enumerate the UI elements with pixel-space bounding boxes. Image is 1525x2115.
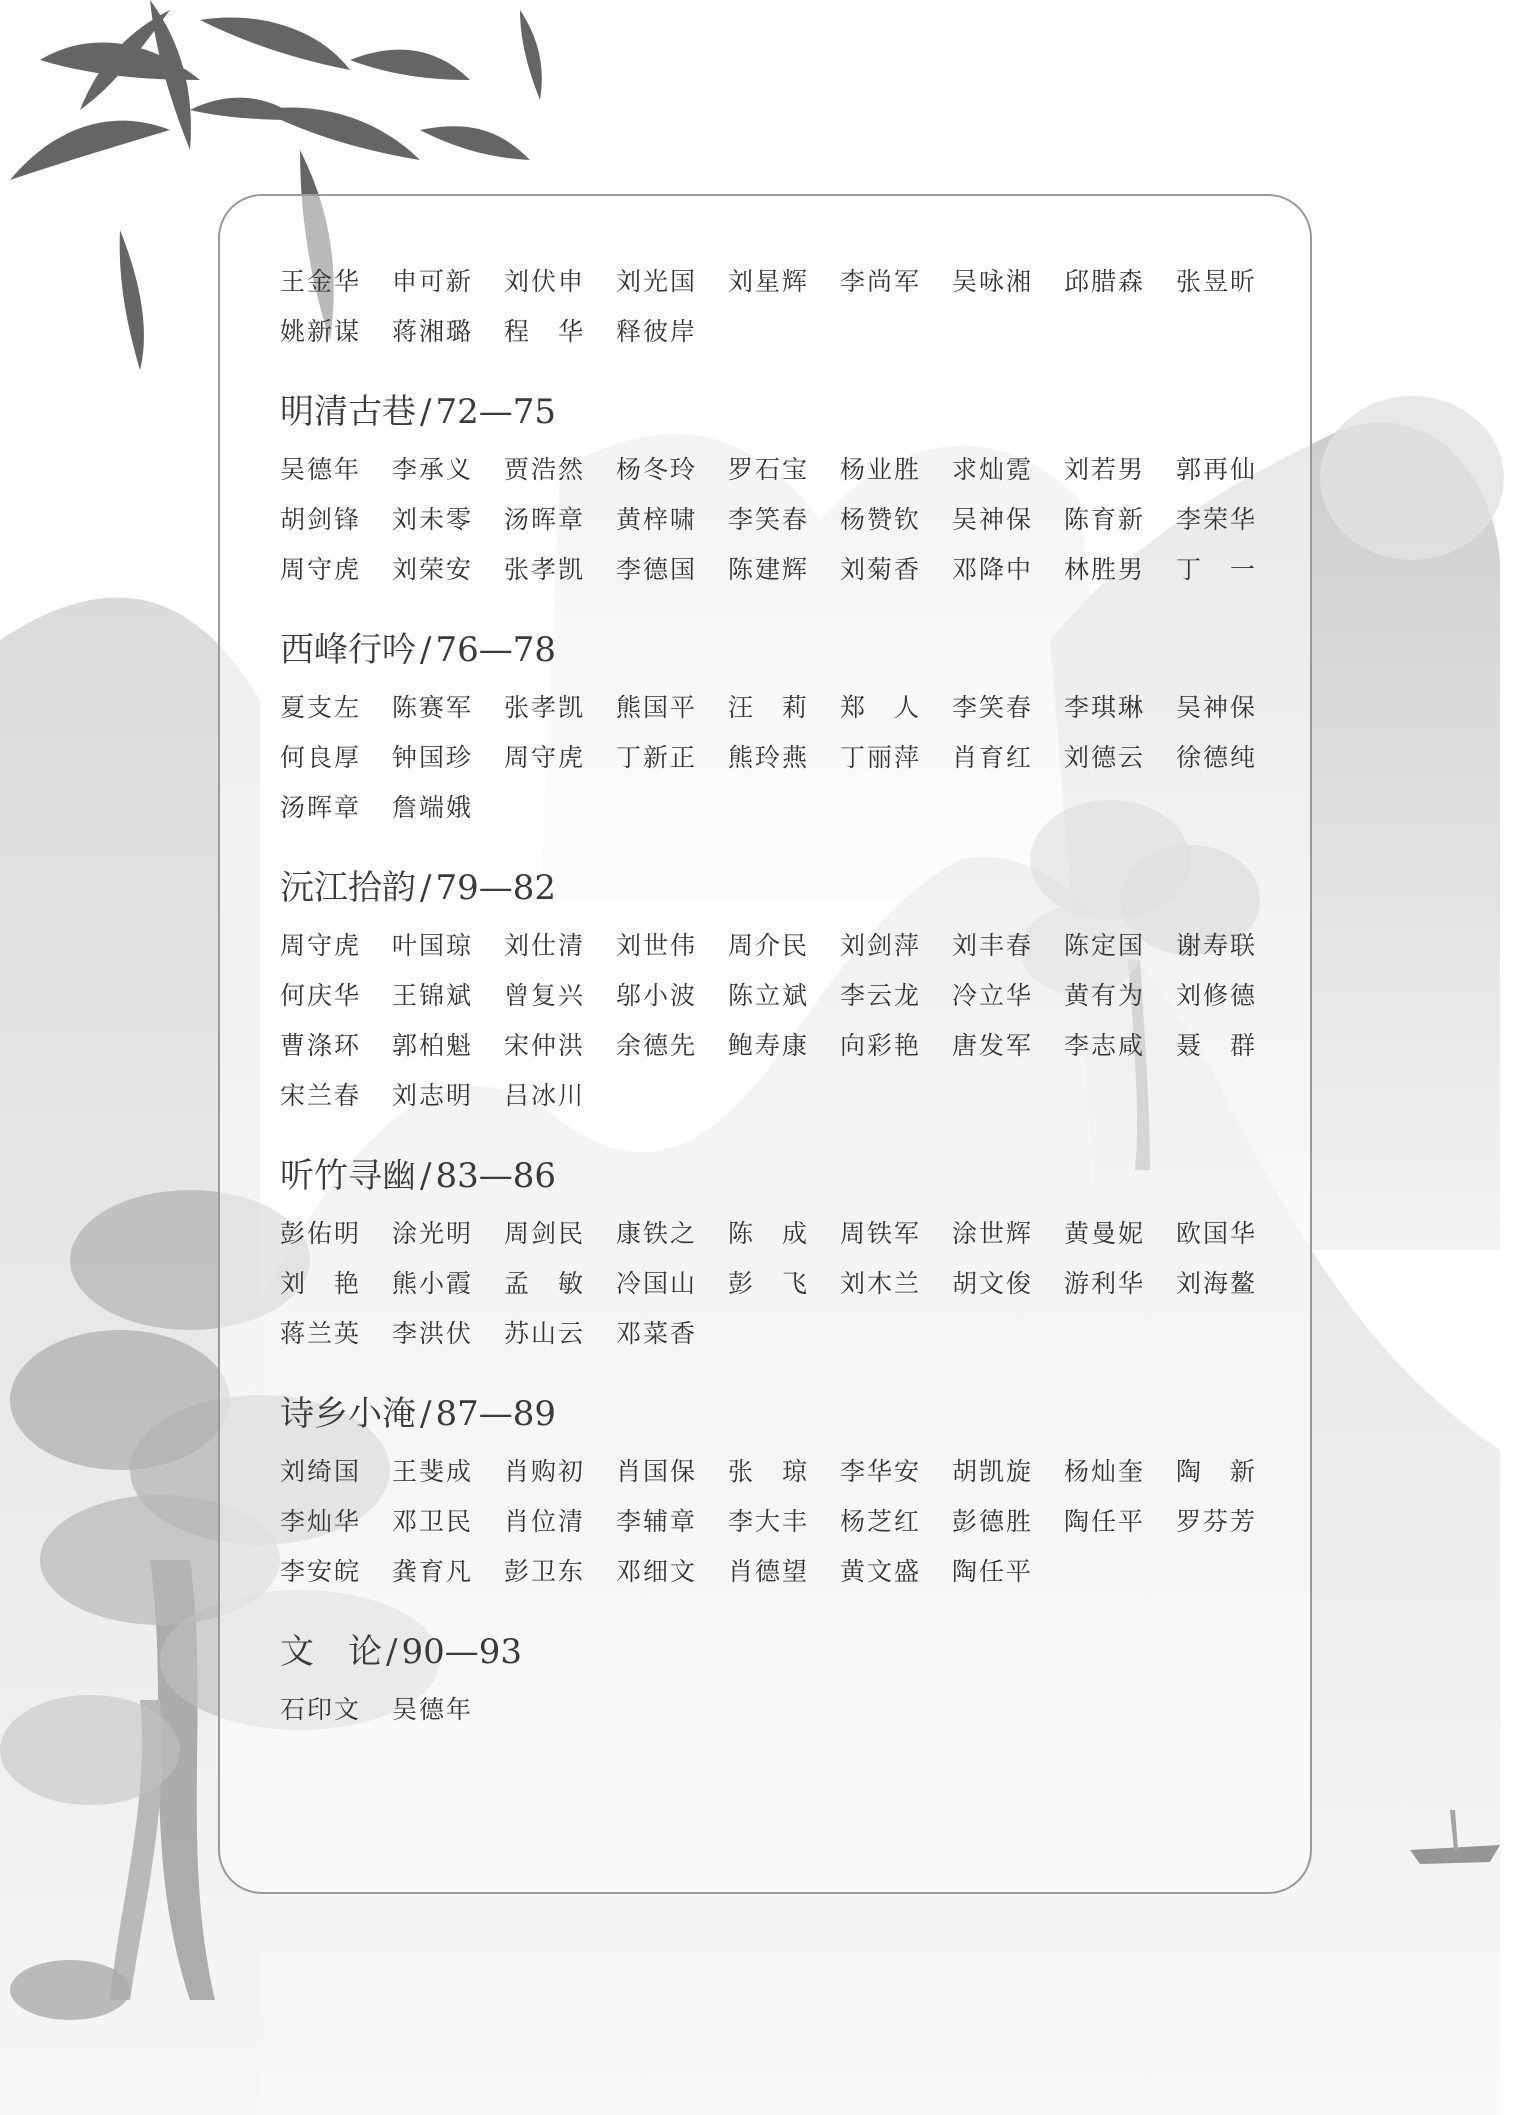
- page-range: 87—89: [435, 1394, 556, 1434]
- section-title: [280, 1632, 1270, 1672]
- author-name: 黄曼妮: [1064, 1219, 1146, 1248]
- author-name: 刘伏申: [504, 267, 586, 296]
- sections: [280, 392, 1270, 1724]
- author-name: 周守虎: [280, 555, 362, 584]
- author-name: 吕冰川: [504, 1081, 586, 1110]
- author-name: 陈定国: [1064, 931, 1146, 960]
- author-name: 杨芝红: [840, 1507, 922, 1536]
- section-name: 听竹寻幽: [280, 1156, 416, 1196]
- author-name: 罗石宝: [728, 455, 810, 484]
- author-name: 张孝凯: [504, 693, 586, 722]
- author-name: 刘荣安: [392, 555, 474, 584]
- author-name: 陈立斌: [728, 981, 810, 1010]
- author-name: 徐德纯: [1176, 743, 1258, 772]
- author-name: 刘海鳌: [1176, 1269, 1258, 1298]
- author-name: 李承义: [392, 455, 474, 484]
- author-name: 陈赛军: [392, 693, 474, 722]
- author-name: 周守虎: [280, 931, 362, 960]
- author-name: 丁新正: [616, 743, 698, 772]
- author-name: 唐发军: [952, 1031, 1034, 1060]
- author-name: 邓降中: [952, 555, 1034, 584]
- author-name: 汪 莉: [728, 693, 810, 722]
- page-range: 90—93: [401, 1632, 522, 1672]
- author-name: 曹涤环: [280, 1031, 362, 1060]
- author-name: 鲍寿康: [728, 1031, 810, 1060]
- author-name: 郭再仙: [1176, 455, 1258, 484]
- author-name: 叶国琼: [392, 931, 474, 960]
- author-name: 刘剑萍: [840, 931, 922, 960]
- section-title: [280, 1394, 1270, 1434]
- author-name: 刘志明: [392, 1081, 474, 1110]
- author-name: 周守虎: [504, 743, 586, 772]
- author-name: 贾浩然: [504, 455, 586, 484]
- author-name: 刘德云: [1064, 743, 1146, 772]
- author-name: 汤晖章: [504, 505, 586, 534]
- author-name: 彭卫东: [504, 1557, 586, 1586]
- author-name: 王斐成: [392, 1457, 474, 1486]
- author-name: 钟国珍: [392, 743, 474, 772]
- section-name: 明清古巷: [280, 392, 416, 432]
- author-name: 王锦斌: [392, 981, 474, 1010]
- author-name: 冷国山: [616, 1269, 698, 1298]
- author-name: 蒋兰英: [280, 1319, 362, 1348]
- author-name: 熊小霞: [392, 1269, 474, 1298]
- section-names: [280, 932, 1270, 1110]
- section-names: [280, 694, 1270, 822]
- author-name: 余德先: [616, 1031, 698, 1060]
- author-name: 李安皖: [280, 1557, 362, 1586]
- author-name: 李荣华: [1176, 505, 1258, 534]
- author-name: 吴神保: [1176, 693, 1258, 722]
- author-name: 龚育凡: [392, 1557, 474, 1586]
- section-title: [280, 868, 1270, 908]
- toc-content: [280, 268, 1270, 1724]
- author-name: 詹端娥: [392, 793, 474, 822]
- author-name: 石印文: [280, 1695, 362, 1724]
- section-names: [280, 1220, 1270, 1348]
- author-name: 刘绮国: [280, 1457, 362, 1486]
- section: [280, 1394, 1270, 1586]
- author-name: 熊玲燕: [728, 743, 810, 772]
- author-name: 胡文俊: [952, 1269, 1034, 1298]
- page-separator: /: [420, 868, 432, 908]
- author-name: 涂光明: [392, 1219, 474, 1248]
- author-name: 姚新谋: [280, 317, 362, 346]
- section-names: [280, 1696, 1270, 1724]
- section-name: 西峰行吟: [280, 630, 416, 670]
- section-title: [280, 1156, 1270, 1196]
- author-name: 李笑春: [728, 505, 810, 534]
- author-name: 刘星辉: [728, 267, 810, 296]
- author-name: 李琪琳: [1064, 693, 1146, 722]
- section: [280, 1156, 1270, 1348]
- author-name: 周介民: [728, 931, 810, 960]
- author-name: 肖育红: [952, 743, 1034, 772]
- author-name: 何良厚: [280, 743, 362, 772]
- section-names: [280, 1458, 1270, 1586]
- author-name: 向彩艳: [840, 1031, 922, 1060]
- author-name: 申可新: [392, 267, 474, 296]
- page-separator: /: [420, 630, 432, 670]
- page-separator: /: [386, 1632, 398, 1672]
- author-name: 刘木兰: [840, 1269, 922, 1298]
- author-name: 谢寿联: [1176, 931, 1258, 960]
- author-name: 彭 飞: [728, 1269, 810, 1298]
- author-name: 欧国华: [1176, 1219, 1258, 1248]
- author-name: 陈建辉: [728, 555, 810, 584]
- author-name: 李云龙: [840, 981, 922, 1010]
- author-name: 黄文盛: [840, 1557, 922, 1586]
- author-name: 肖国保: [616, 1457, 698, 1486]
- author-name: 黄有为: [1064, 981, 1146, 1010]
- page-range: 79—82: [435, 868, 556, 908]
- author-name: 肖德望: [728, 1557, 810, 1586]
- author-name: 吴德年: [392, 1695, 474, 1724]
- author-name: 李洪伏: [392, 1319, 474, 1348]
- author-name: 彭佑明: [280, 1219, 362, 1248]
- author-name: 郑 人: [840, 693, 922, 722]
- author-name: 黄梓啸: [616, 505, 698, 534]
- page-separator: /: [420, 1156, 432, 1196]
- section: [280, 1632, 1270, 1724]
- author-name: 丁 一: [1176, 555, 1258, 584]
- section-title: [280, 630, 1270, 670]
- author-name: 陶任平: [1064, 1507, 1146, 1536]
- author-name: 李尚军: [840, 267, 922, 296]
- author-name: 吴神保: [952, 505, 1034, 534]
- author-name: 陶 新: [1176, 1457, 1258, 1486]
- author-name: 释彼岸: [616, 317, 698, 346]
- author-name: 李笑春: [952, 693, 1034, 722]
- author-name: 何庆华: [280, 981, 362, 1010]
- author-name: 陈 成: [728, 1219, 810, 1248]
- author-name: 杨赞钦: [840, 505, 922, 534]
- author-name: 张昱昕: [1176, 267, 1258, 296]
- author-name: 刘若男: [1064, 455, 1146, 484]
- author-name: 邬小波: [616, 981, 698, 1010]
- author-name: 张孝凯: [504, 555, 586, 584]
- author-name: 康铁之: [616, 1219, 698, 1248]
- author-name: 程 华: [504, 317, 586, 346]
- author-name: 杨冬玲: [616, 455, 698, 484]
- author-name: 李华安: [840, 1457, 922, 1486]
- author-name: 邱腊森: [1064, 267, 1146, 296]
- author-name: 宋仲洪: [504, 1031, 586, 1060]
- section-title: [280, 392, 1270, 432]
- author-name: 吴咏湘: [952, 267, 1034, 296]
- page-range: 76—78: [435, 630, 556, 670]
- author-name: 郭柏魁: [392, 1031, 474, 1060]
- author-name: 曾复兴: [504, 981, 586, 1010]
- section-name: 诗乡小淹: [280, 1394, 416, 1434]
- author-name: 聂 群: [1176, 1031, 1258, 1060]
- page-range: 83—86: [435, 1156, 556, 1196]
- section-name: 文 论: [280, 1632, 382, 1672]
- page-range: 72—75: [435, 392, 556, 432]
- author-name: 游利华: [1064, 1269, 1146, 1298]
- author-name: 熊国平: [616, 693, 698, 722]
- author-name: 陈育新: [1064, 505, 1146, 534]
- section: [280, 392, 1270, 584]
- author-name: 刘修德: [1176, 981, 1258, 1010]
- author-name: 邓菜香: [616, 1319, 698, 1348]
- author-name: 罗芬芳: [1176, 1507, 1258, 1536]
- author-name: 夏支左: [280, 693, 362, 722]
- author-name: 刘世伟: [616, 931, 698, 960]
- author-name: 李辅章: [616, 1507, 698, 1536]
- author-name: 冷立华: [952, 981, 1034, 1010]
- author-name: 肖购初: [504, 1457, 586, 1486]
- author-name: 肖位清: [504, 1507, 586, 1536]
- intro-names: [280, 268, 1270, 346]
- author-name: 刘菊香: [840, 555, 922, 584]
- author-name: 林胜男: [1064, 555, 1146, 584]
- author-name: 刘 艳: [280, 1269, 362, 1298]
- author-name: 丁丽萍: [840, 743, 922, 772]
- author-name: 杨业胜: [840, 455, 922, 484]
- author-name: 周铁军: [840, 1219, 922, 1248]
- author-name: 苏山云: [504, 1319, 586, 1348]
- author-name: 邓细文: [616, 1557, 698, 1586]
- author-name: 刘光国: [616, 267, 698, 296]
- section: [280, 868, 1270, 1110]
- section-name: 沅江拾韵: [280, 868, 416, 908]
- author-name: 彭德胜: [952, 1507, 1034, 1536]
- section-names: [280, 456, 1270, 584]
- author-name: 陶任平: [952, 1557, 1034, 1586]
- author-name: 胡剑锋: [280, 505, 362, 534]
- author-name: 周剑民: [504, 1219, 586, 1248]
- section: [280, 630, 1270, 822]
- author-name: 李大丰: [728, 1507, 810, 1536]
- author-name: 李德国: [616, 555, 698, 584]
- author-name: 汤晖章: [280, 793, 362, 822]
- author-name: 李灿华: [280, 1507, 362, 1536]
- author-name: 刘仕清: [504, 931, 586, 960]
- author-name: 张 琼: [728, 1457, 810, 1486]
- author-name: 王金华: [280, 267, 362, 296]
- author-name: 求灿霓: [952, 455, 1034, 484]
- page-separator: /: [420, 1394, 432, 1434]
- page-separator: /: [420, 392, 432, 432]
- author-name: 孟 敏: [504, 1269, 586, 1298]
- author-name: 胡凯旋: [952, 1457, 1034, 1486]
- author-name: 刘未零: [392, 505, 474, 534]
- author-name: 吴德年: [280, 455, 362, 484]
- author-name: 涂世辉: [952, 1219, 1034, 1248]
- author-name: 邓卫民: [392, 1507, 474, 1536]
- author-name: 杨灿奎: [1064, 1457, 1146, 1486]
- author-name: 李志咸: [1064, 1031, 1146, 1060]
- author-name: 刘丰春: [952, 931, 1034, 960]
- author-name: 蒋湘璐: [392, 317, 474, 346]
- author-name: 宋兰春: [280, 1081, 362, 1110]
